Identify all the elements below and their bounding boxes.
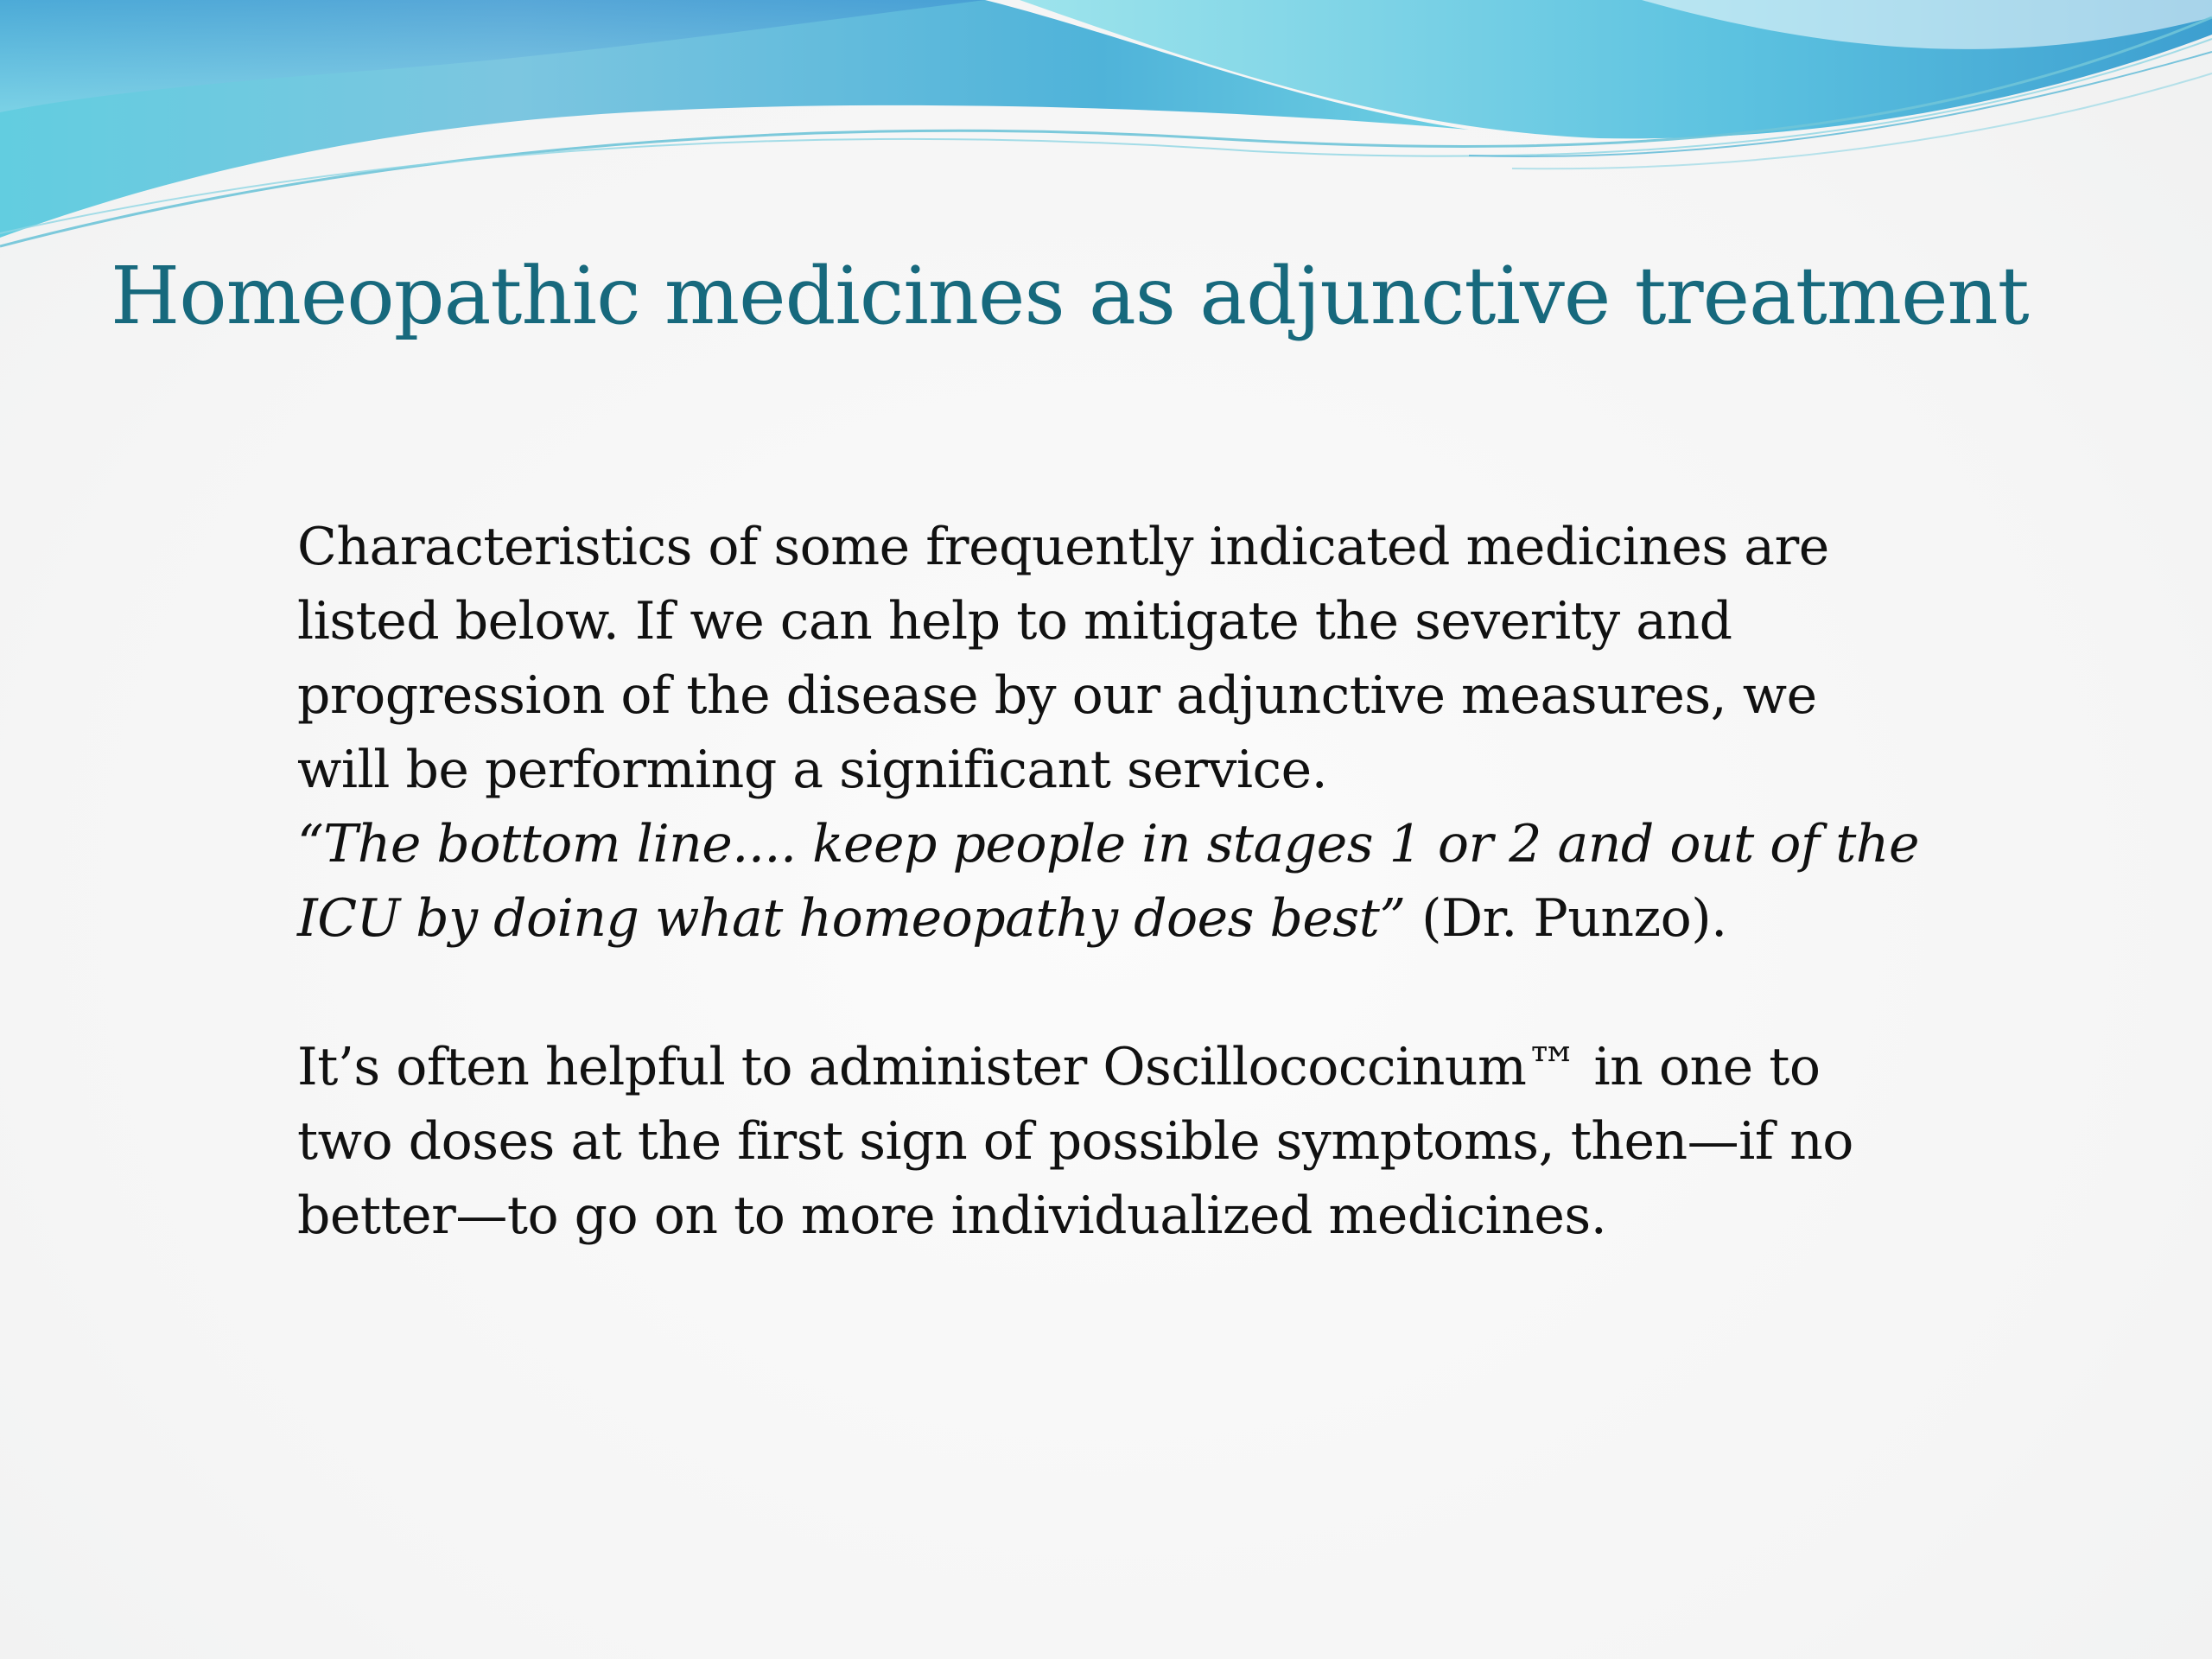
quote-attribution: (Dr. Punzo). xyxy=(1405,888,1727,949)
header-wave-decoration xyxy=(0,0,2212,259)
intro-paragraph xyxy=(297,510,1922,956)
intro-text: Characteristics of some frequently indicated medicines are listed below. If we can help to mitigate the severity and progression of the disease by our adjunctive measures, we will be performing a significant service. xyxy=(297,517,1829,800)
slide-title: Homeopathic medicines as adjunctive treatment xyxy=(111,250,2029,342)
oscillococcinum-paragraph: It’s often helpful to administer Oscillococcinum™ in one to two doses at the first sign of possible symptoms, then—if no better—to go on to more individualized medicines. xyxy=(297,1037,1853,1246)
slide-body xyxy=(297,510,1922,1253)
quote-text: “The bottom line.... keep people in stages 1 or 2 and out of the ICU by doing what homeopathy does best” xyxy=(297,814,1919,949)
paragraph-spacer xyxy=(297,956,1922,1030)
